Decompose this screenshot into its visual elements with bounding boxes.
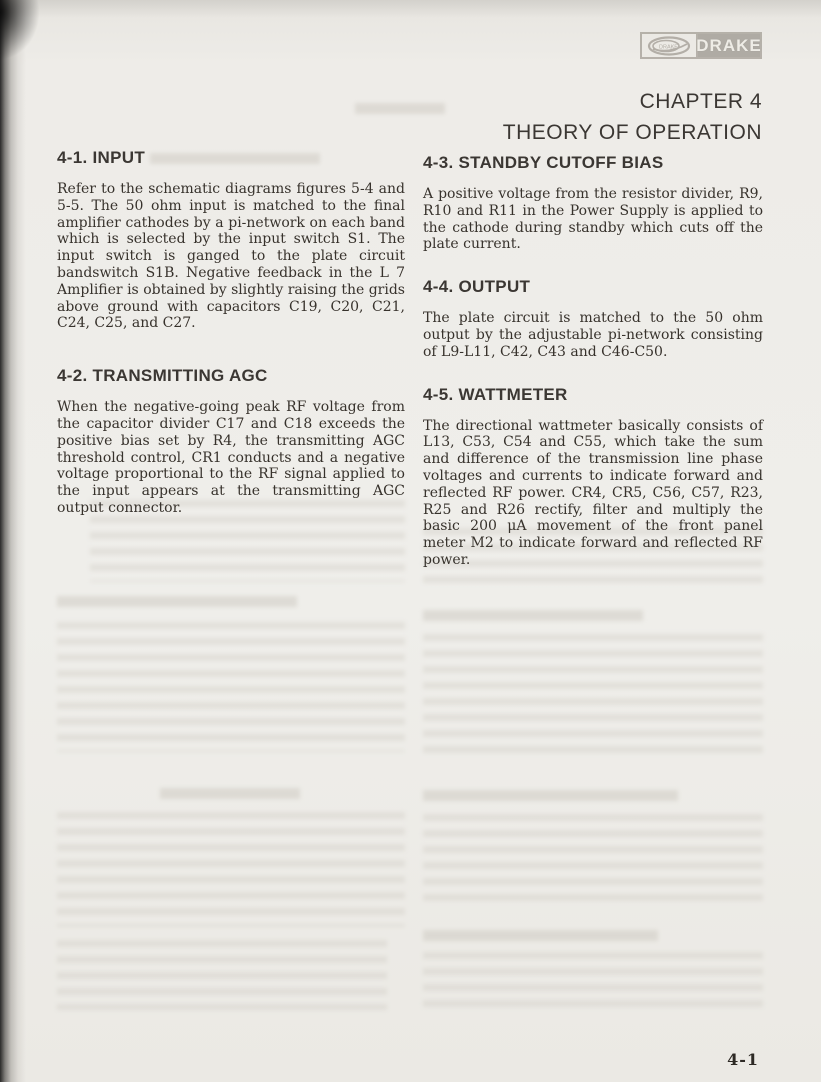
chapter-label: CHAPTER 4 (639, 90, 762, 113)
scan-corner-shadow (0, 0, 40, 60)
bleed-through-text (57, 622, 405, 752)
bleed-through-text (57, 596, 297, 607)
section-body-4-3: A positive voltage from the resistor divider, R9, R10 and R11 in the Power Supply is applied to the cathode during standby which cuts off the plate current. (423, 186, 763, 253)
section-heading-4-3: 4-3. STANDBY CUTOFF BIAS (423, 153, 664, 172)
bleed-through-text (423, 610, 643, 621)
drake-wordmark: DRAKE (696, 35, 762, 55)
left-column (57, 148, 405, 547)
section-heading-4-4: 4-4. OUTPUT (423, 277, 531, 297)
section-body-4-2: When the negative-going peak RF voltage from the capacitor divider C17 and C18 exceeds the positive bias set by R4, the transmitting AGC threshold control, CR1 conducts and a negative voltage proportional to the RF signal applied to the input appears at the transmitting AGC output connector. (57, 399, 405, 516)
chapter-header (342, 90, 762, 145)
bleed-through-text (423, 952, 763, 1010)
bleed-through-text (423, 814, 763, 904)
drake-wordmark-box (696, 32, 762, 59)
bleed-through-text (423, 634, 763, 762)
section-body-4-1: Refer to the schematic diagrams figures 5-4 and 5-5. The 50 ohm input is matched to the final amplifier cathodes by a pi-network on each band which is selected by the input switch S1. The input switch is ganged to the plate circuit bandswitch S1B. Negative feedback in the L 7 Amplifier is obtained by slightly raising the grids above ground with capacitors C19, C20, C21, C24, C25, and C27. (57, 181, 405, 332)
svg-text:DRAKE: DRAKE (659, 44, 678, 50)
bleed-through-text (57, 812, 405, 927)
scan-top-shading (0, 0, 821, 18)
bleed-through-text (423, 930, 658, 941)
drake-oval-emblem-icon (640, 32, 696, 59)
bleed-through-text (423, 790, 678, 801)
scan-edge-shadow (0, 0, 26, 1082)
section-heading-4-5: 4-5. WATTMETER (423, 384, 568, 404)
section-body-4-4: The plate circuit is matched to the 50 ohm output by the adjustable pi-network consisting of L9-L11, C42, C43 and C46-C50. (423, 310, 763, 360)
section-heading-4-1: 4-1. INPUT (57, 148, 146, 167)
bleed-through-text (57, 940, 387, 1010)
right-column (423, 153, 763, 593)
chapter-title: THEORY OF OPERATION (502, 121, 762, 144)
drake-logo (640, 32, 762, 59)
bleed-through-text (160, 788, 300, 799)
section-body-4-5: The directional wattmeter basically consists of L13, C53, C54 and C55, which take the sum and difference of the transmission line phase voltages and currents to indicate forward and reflected RF power. CR4, CR5, C56, C57, R23, R25 and R26 rectify, filter and multiply the basic 200 μA movement of the front panel meter M2 to indicate forward and reflected RF power. (423, 417, 763, 568)
page-number: 4-1 (727, 1050, 759, 1069)
section-heading-4-2: 4-2. TRANSMITTING AGC (57, 366, 268, 386)
